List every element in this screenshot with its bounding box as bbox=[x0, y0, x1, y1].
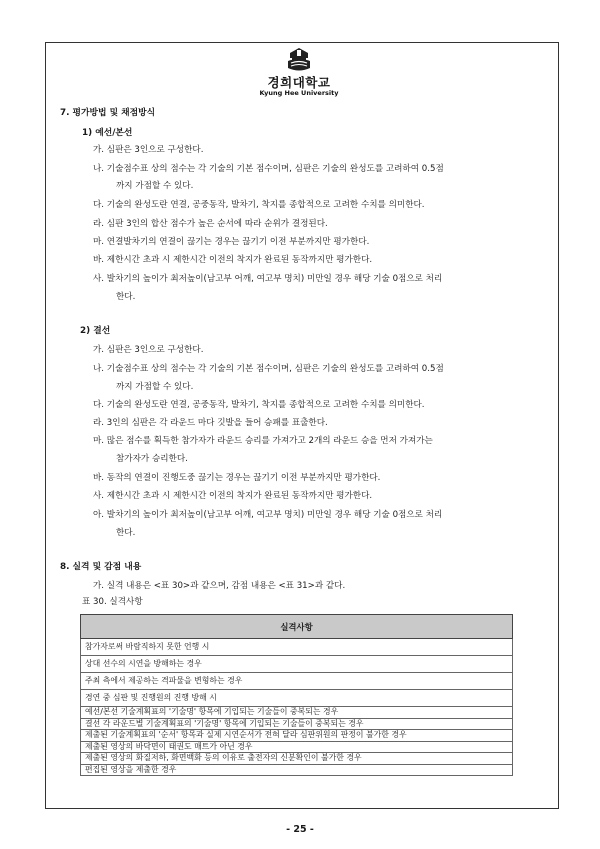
table-cell: 제출된 영상의 화질저하, 화면백화 등의 이유로 출전자의 신분확인이 불가한 경우 bbox=[81, 753, 513, 765]
rule-line-continued: 까지 가점할 수 있다. bbox=[116, 181, 194, 191]
table-cell: 참가자로써 바람직하지 못한 언행 시 bbox=[81, 639, 513, 656]
rule-line: 나. 기술점수표 상의 점수는 각 기술의 기본 점수이며, 심판은 기술의 완성도를 고려하여 0.5점 bbox=[93, 164, 444, 174]
rule-line: 마. 많은 점수를 획득한 참가자가 라운드 승리를 가져가고 2개의 라운드 승을 먼저 가져가는 bbox=[93, 436, 433, 446]
rule-line: 가. 심판은 3인으로 구성한다. bbox=[93, 345, 204, 355]
table-row bbox=[81, 730, 513, 742]
table-cell: 결선 각 라운드별 기술계획표의 '기술명' 항목에 기입되는 기술들이 중복되는 경우 bbox=[81, 718, 513, 730]
table-header: 실격사항 bbox=[81, 615, 513, 639]
table-row bbox=[81, 690, 513, 707]
rule-line: 다. 기술의 완성도란 연결, 공중동작, 발차기, 착지를 종합적으로 고려한 수치를 의미한다. bbox=[93, 400, 425, 410]
rule-line: 바. 동작의 연결이 진행도중 끊기는 경우는 끊기기 이전 부분까지만 평가한다. bbox=[93, 473, 381, 483]
subsection-preliminary-heading: 1) 예선/본선 bbox=[82, 128, 133, 138]
rule-line: 라. 3인의 심판은 각 라운드 마다 깃발을 들어 승패를 표출한다. bbox=[93, 418, 328, 428]
page-number: - 25 - bbox=[286, 824, 314, 835]
rule-line: 바. 제한시간 초과 시 제한시간 이전의 착지가 완료된 동작까지만 평가한다. bbox=[93, 255, 373, 265]
table-row bbox=[81, 639, 513, 656]
rule-line: 나. 기술점수표 상의 점수는 각 기술의 기본 점수이며, 심판은 기술의 완성도를 고려하여 0.5점 bbox=[93, 364, 444, 374]
subsection-final-heading: 2) 결선 bbox=[80, 326, 111, 336]
rule-line-continued: 까지 가점할 수 있다. bbox=[116, 382, 194, 392]
rule-line-continued: 참가자가 승리한다. bbox=[116, 454, 188, 464]
table-cell: 상대 선수의 시연을 방해하는 경우 bbox=[81, 656, 513, 673]
logo-english-name: Kyung Hee University bbox=[259, 89, 339, 97]
table-row bbox=[81, 753, 513, 765]
rule-line: 사. 발차기의 높이가 최저높이(남고부 어깨, 여고부 명치) 미만일 경우 해당 기술 0점으로 처리 bbox=[93, 274, 443, 284]
table-row bbox=[81, 707, 513, 719]
table-cell: 예선/본선 기술계획표의 '기술명' 항목에 기입되는 기술들이 중복되는 경우 bbox=[81, 707, 513, 719]
table-caption: 표 30. 실격사항 bbox=[82, 597, 143, 607]
table-row bbox=[81, 673, 513, 690]
table-cell: 경연 중 심판 및 진행원의 진행 방해 시 bbox=[81, 690, 513, 707]
table-row bbox=[81, 656, 513, 673]
rule-line: 사. 제한시간 초과 시 제한시간 이전의 착지가 완료된 동작까지만 평가한다. bbox=[93, 491, 373, 501]
rule-line: 다. 기술의 완성도란 연결, 공중동작, 발차기, 착지를 종합적으로 고려한 수치를 의미한다. bbox=[93, 200, 425, 210]
section-8-heading: 8. 실격 및 감점 내용 bbox=[60, 562, 142, 572]
logo-korean-name: 경희대학교 bbox=[267, 75, 331, 90]
rule-line: 아. 발차기의 높이가 최저높이(남고부 어깨, 여고부 명치) 미만일 경우 해당 기술 0점으로 처리 bbox=[93, 510, 443, 520]
university-emblem-icon bbox=[284, 46, 314, 76]
table-row bbox=[81, 764, 513, 776]
rule-line-continued: 한다. bbox=[116, 292, 136, 302]
section-8-intro: 가. 실격 내용은 <표 30>과 같으며, 감점 내용은 <표 31>과 같다. bbox=[93, 581, 346, 591]
rule-line: 마. 연결발차기의 연결이 끊기는 경우는 끊기기 이전 부분까지만 평가한다. bbox=[93, 237, 370, 247]
table-cell: 제출된 영상의 바닥면이 태권도 매트가 아닌 경우 bbox=[81, 741, 513, 753]
table-row bbox=[81, 741, 513, 753]
table-cell: 제출된 기술계획표의 '순서' 항목과 실제 시연순서가 전혀 달라 심판위원의 판정이 불가한 경우 bbox=[81, 730, 513, 742]
rule-line: 라. 심판 3인의 합산 점수가 높은 순서에 따라 순위가 결정된다. bbox=[93, 219, 328, 229]
table-cell: 주최 측에서 제공하는 격파물을 변형하는 경우 bbox=[81, 673, 513, 690]
table-row bbox=[81, 718, 513, 730]
rule-line: 가. 심판은 3인으로 구성한다. bbox=[93, 145, 204, 155]
university-logo bbox=[258, 46, 340, 108]
rule-line-continued: 한다. bbox=[116, 528, 136, 538]
disqualification-table bbox=[80, 614, 513, 776]
section-7-heading: 7. 평가방법 및 채점방식 bbox=[60, 108, 156, 118]
table-cell: 편집된 영상을 제출한 경우 bbox=[81, 764, 513, 776]
